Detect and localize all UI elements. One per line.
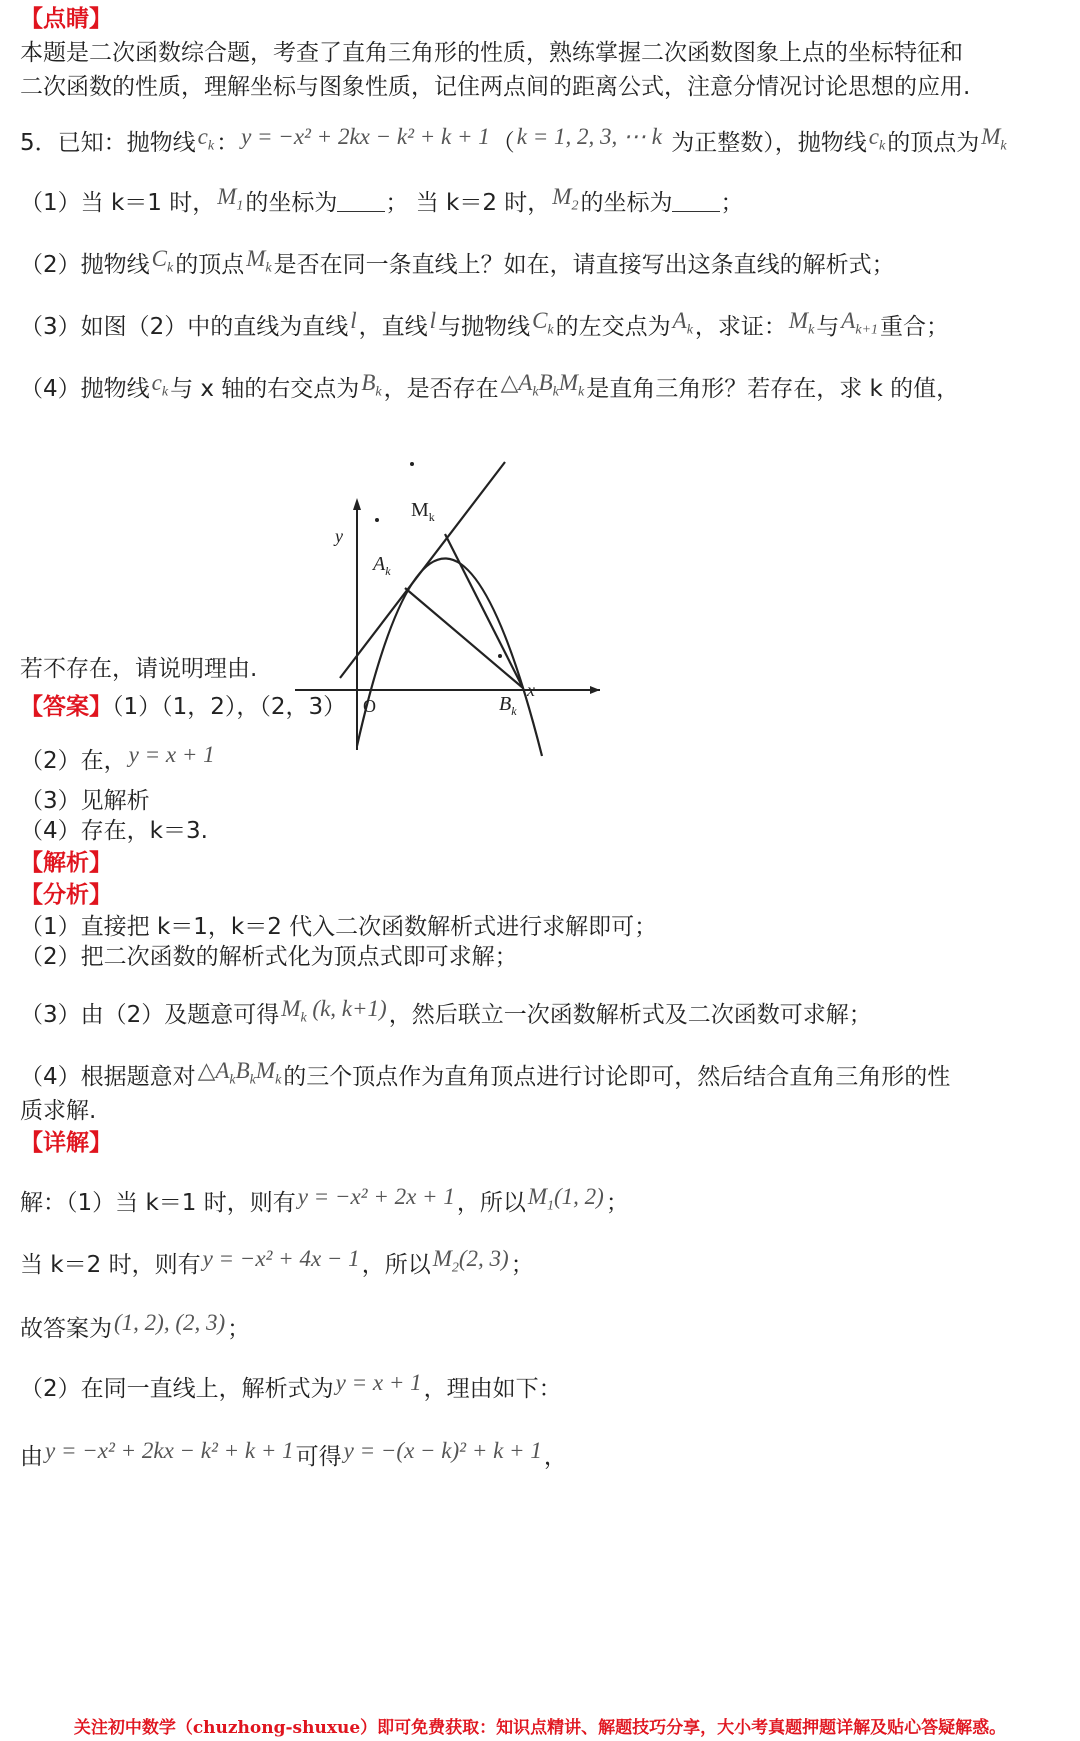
problem-5-statement: 5．已知：抛物线$c_k$：y = −x² + 2kx − k² + k + 1（k = 1, 2, 3, ⋯ k 为正整数），抛物线$c_k$的顶点为$M_k$ [20, 120, 1060, 164]
detail-heading: 【详解】 [20, 1130, 112, 1156]
detail-line-2: 当 k＝2 时，则有y = −x² + 4x − 1，所以$M_2(2$, 3)； [20, 1246, 534, 1278]
k-values: k = 1, 2, 3, ⋯ k [516, 124, 662, 149]
line-l [340, 462, 505, 678]
problem-part-2: （2）抛物线$C_k$的顶点$M_k$是否在同一条直线上？如在，请直接写出这条直线的解析式； [20, 246, 895, 278]
dianjing-tag: 【点睛】 [20, 6, 112, 32]
answer-2: （2）在，y = x + 1 [20, 742, 215, 774]
intro-line-1: 本题是二次函数综合题，考查了直角三角形的性质，熟练掌握二次函数图象上点的坐标特征和 [20, 40, 963, 66]
analysis-line-3: （3）由（2）及题意可得$M_k$ (k, k+1)，然后联立一次函数解析式及二次函数可求解； [20, 996, 872, 1028]
detail-line-4: （2）在同一直线上，解析式为y = x + 1，理由如下： [20, 1370, 562, 1402]
answer-blank-1 [337, 191, 385, 212]
answer-3: （3）见解析 [20, 788, 150, 814]
label-x: x [527, 680, 535, 700]
label-y: y [335, 526, 343, 546]
triangle-AkBkMk: $\triangle A_kB_kM_k$ [500, 370, 585, 400]
label-Ak: $A_k$ [373, 553, 391, 578]
label-Bk: $B_k$ [499, 693, 517, 718]
problem-part-1: （1）当 k＝1 时，$M_1$的坐标为 ； 当 k＝2 时，$M_2$的坐标为 ； [20, 184, 744, 216]
label-O: O [363, 696, 376, 716]
math-M: $M_k$ [981, 124, 1007, 154]
detail-line-3: 故答案为(1, 2), (2, 3)； [20, 1310, 251, 1342]
problem-part-4-continued: 若不存在，请说明理由. [20, 656, 258, 682]
jiexi-heading: 【解析】 [20, 850, 112, 876]
fenxi-heading: 【分析】 [20, 882, 112, 908]
dianjing-heading [20, 2, 1060, 36]
problem-part-4: （4）抛物线$c_k$与 x 轴的右交点为$B_k$，是否存在$\triangle A_kB_kM_k$是直角三角形？若存在，求 k 的值， [20, 366, 1060, 410]
y-axis-arrow [353, 498, 361, 510]
analysis-line-4-continued: 质求解. [20, 1098, 97, 1124]
problem-part-3: （3）如图（2）中的直线为直线l，直线l与抛物线$C_k$的左交点为$A_k$，求证：$M_k$与$A_{k+1}$重合； [20, 308, 950, 340]
footer-promo: 关注初中数学（chuzhong-shuxue）即可免费获取：知识点精讲、解题技巧分享，大小考真题押题详解及贴心答疑解惑。 [73, 1718, 1007, 1738]
dot-mark [375, 518, 379, 522]
parabola-equation: y = −x² + 2kx − k² + k + 1 [241, 124, 490, 149]
detail-line-5: 由y = −x² + 2kx − k² + k + 1可得y = −(x − k)² + k + 1， [20, 1438, 567, 1470]
analysis-line-2: （2）把二次函数的解析式化为顶点式即可求解； [20, 944, 518, 970]
label-Mk: $M_k$ [411, 499, 435, 524]
answer-1: （1）（1，2），（2，3） [112, 694, 347, 720]
math-c: $c_k$ [197, 124, 215, 154]
detail-line-1: 解：（1）当 k＝1 时，则有y = −x² + 2x + 1，所以$M_1(1$, 2)； [20, 1184, 629, 1216]
answer-blank-2 [672, 191, 720, 212]
dot-mark [410, 462, 414, 466]
answer-heading [20, 690, 1060, 724]
answer-tag: 【答案】 [20, 694, 112, 720]
analysis-line-1: （1）直接把 k＝1，k＝2 代入二次函数解析式进行求解即可； [20, 914, 658, 940]
analysis-line-4: （4）根据题意对$\triangle A_kB_kM_k$的三个顶点作为直角顶点进行讨论即可，然后结合直角三角形的性 [20, 1058, 951, 1090]
intro-line-2: 二次函数的性质，理解坐标与图象性质，记住两点间的距离公式，注意分情况讨论思想的应用. [20, 74, 971, 100]
answer-4: （4）存在，k＝3. [20, 818, 208, 844]
